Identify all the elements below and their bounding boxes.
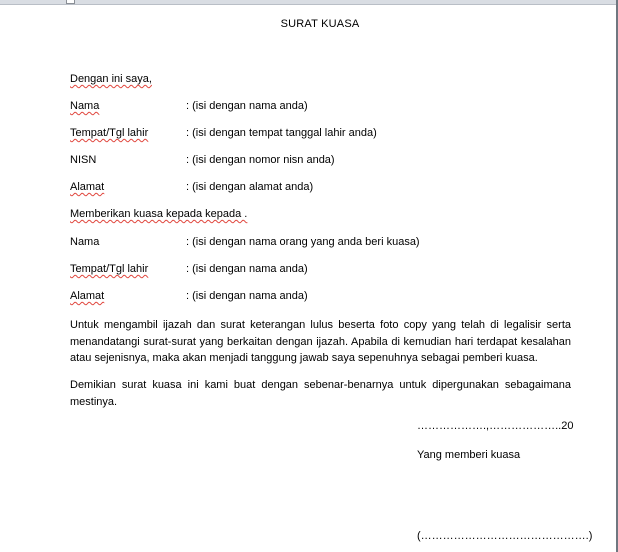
- field-value: : (isi dengan nama anda): [186, 263, 308, 275]
- field-value: : (isi dengan nama orang yang anda beri kuasa): [186, 236, 420, 248]
- field-label: Alamat: [70, 181, 105, 193]
- closing-paragraph: [70, 377, 571, 410]
- intro-text: Dengan ini saya,: [70, 73, 152, 85]
- field-label: Tempat/Tgl lahir: [70, 127, 149, 139]
- field-value: : (isi dengan nama anda): [186, 290, 308, 302]
- signature-name-placeholder: (……………………………………….): [417, 530, 593, 542]
- signature-place-date: ……………….,………………..20: [417, 420, 574, 432]
- field-label: Alamat: [70, 290, 105, 302]
- field-label: Nama: [70, 100, 100, 112]
- indent-marker-icon[interactable]: [66, 0, 75, 4]
- closing-line: Demikian surat kuasa ini kami buat dengan sebenar-benarnya untuk dipergunakan sebagaimana: [70, 379, 571, 391]
- body-line: menandatangi surat-surat yang berkaitan dengan ijazah. Apabila di kemudian hari terdapat kesalahan: [70, 335, 571, 348]
- field-value: : (isi dengan alamat anda): [186, 181, 314, 193]
- field-label: Tempat/Tgl lahir: [70, 263, 149, 275]
- grant-intro-text: Memberikan kuasa kepada kepada .: [70, 208, 248, 220]
- body-line: Untuk mengambil ijazah dan surat keterangan lulus beserta foto copy yang telah di legalisir serta: [70, 319, 571, 331]
- closing-line: mestinya.: [70, 395, 118, 408]
- field-label: Nama: [70, 236, 100, 248]
- field-value: : (isi dengan nomor nisn anda): [186, 154, 335, 166]
- document-title: SURAT KUASA: [280, 18, 360, 30]
- field-value: : (isi dengan tempat tanggal lahir anda): [186, 127, 377, 139]
- document-page[interactable]: [0, 5, 616, 552]
- body-paragraph: [70, 317, 571, 367]
- body-line: atau sejenisnya, maka akan menjadi tanggung jawab saya sepenuhnya sebagai pemberi kuasa.: [70, 352, 538, 364]
- field-label: NISN: [70, 154, 97, 166]
- signature-role: Yang memberi kuasa: [417, 449, 521, 461]
- field-value: : (isi dengan nama anda): [186, 100, 308, 112]
